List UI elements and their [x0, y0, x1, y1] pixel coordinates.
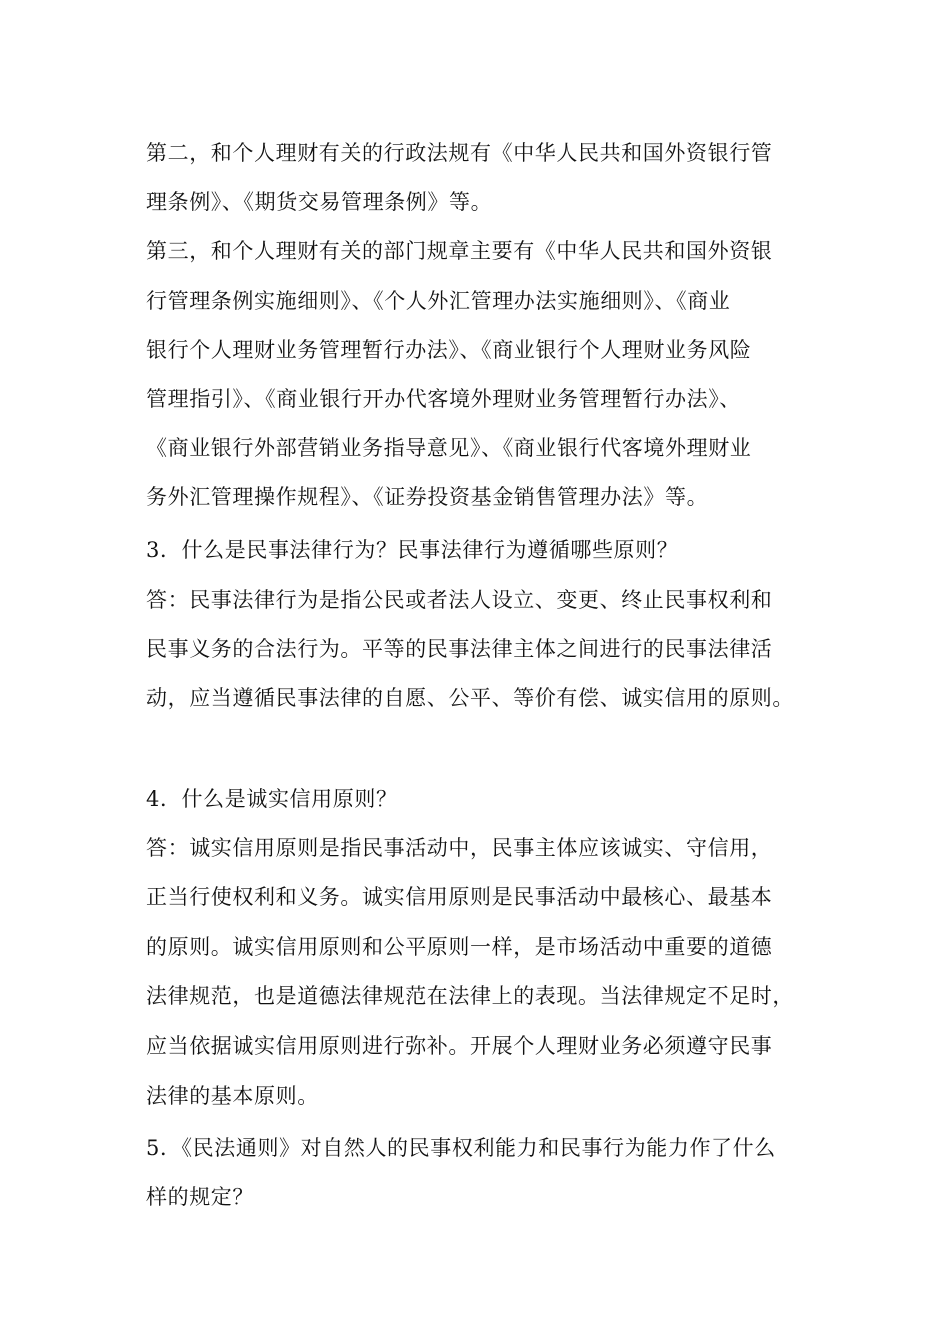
- text-line: 第三，和个人理财有关的部门规章主要有《中华人民共和国外资银: [146, 239, 773, 263]
- question-heading: 3．什么是民事法律行为？民事法律行为遵循哪些原则？: [146, 538, 679, 562]
- text-line: 银行个人理财业务管理暂行办法》、《商业银行个人理财业务风险: [146, 338, 752, 362]
- text-line: 务外汇管理操作规程》、《证券投资基金销售管理办法》等。: [146, 485, 709, 509]
- text-line: 第二，和个人理财有关的行政法规有《中华人民共和国外资银行管: [146, 141, 773, 165]
- text-line: 正当行使权利和义务。诚实信用原则是民事活动中最核心、最基本: [146, 885, 773, 909]
- text-line: 答：诚实信用原则是指民事活动中，民事主体应该诚实、守信用，: [146, 836, 773, 860]
- text-line: 《商业银行外部营销业务指导意见》、《商业银行代客境外理财业: [146, 436, 752, 460]
- text-line: 行管理条例实施细则》、《个人外汇管理办法实施细则》、《商业: [146, 289, 731, 313]
- text-line: 答：民事法律行为是指公民或者法人设立、变更、终止民事权利和: [146, 588, 773, 612]
- text-line: 法律的基本原则。: [146, 1084, 319, 1108]
- question-heading: 4．什么是诚实信用原则？: [146, 787, 398, 811]
- question-heading: 5．《民法通则》对自然人的民事权利能力和民事行为能力作了什么: [146, 1136, 776, 1160]
- text-line: 应当依据诚实信用原则进行弥补。开展个人理财业务必须遵守民事: [146, 1034, 773, 1058]
- text-line: 动，应当遵循民事法律的自愿、公平、等价有偿、诚实信用的原则。: [146, 686, 794, 710]
- text-line: 的原则。诚实信用原则和公平原则一样，是市场活动中重要的道德: [146, 935, 773, 959]
- text-line: 理条例》、《期货交易管理条例》等。: [146, 190, 493, 214]
- text-line: 样的规定？: [146, 1185, 254, 1209]
- text-line: 法律规范，也是道德法律规范在法律上的表现。当法律规定不足时，: [146, 984, 794, 1008]
- text-line: 民事义务的合法行为。平等的民事法律主体之间进行的民事法律活: [146, 637, 773, 661]
- text-line: 管理指引》、《商业银行开办代客境外理财业务管理暂行办法》、: [146, 387, 741, 411]
